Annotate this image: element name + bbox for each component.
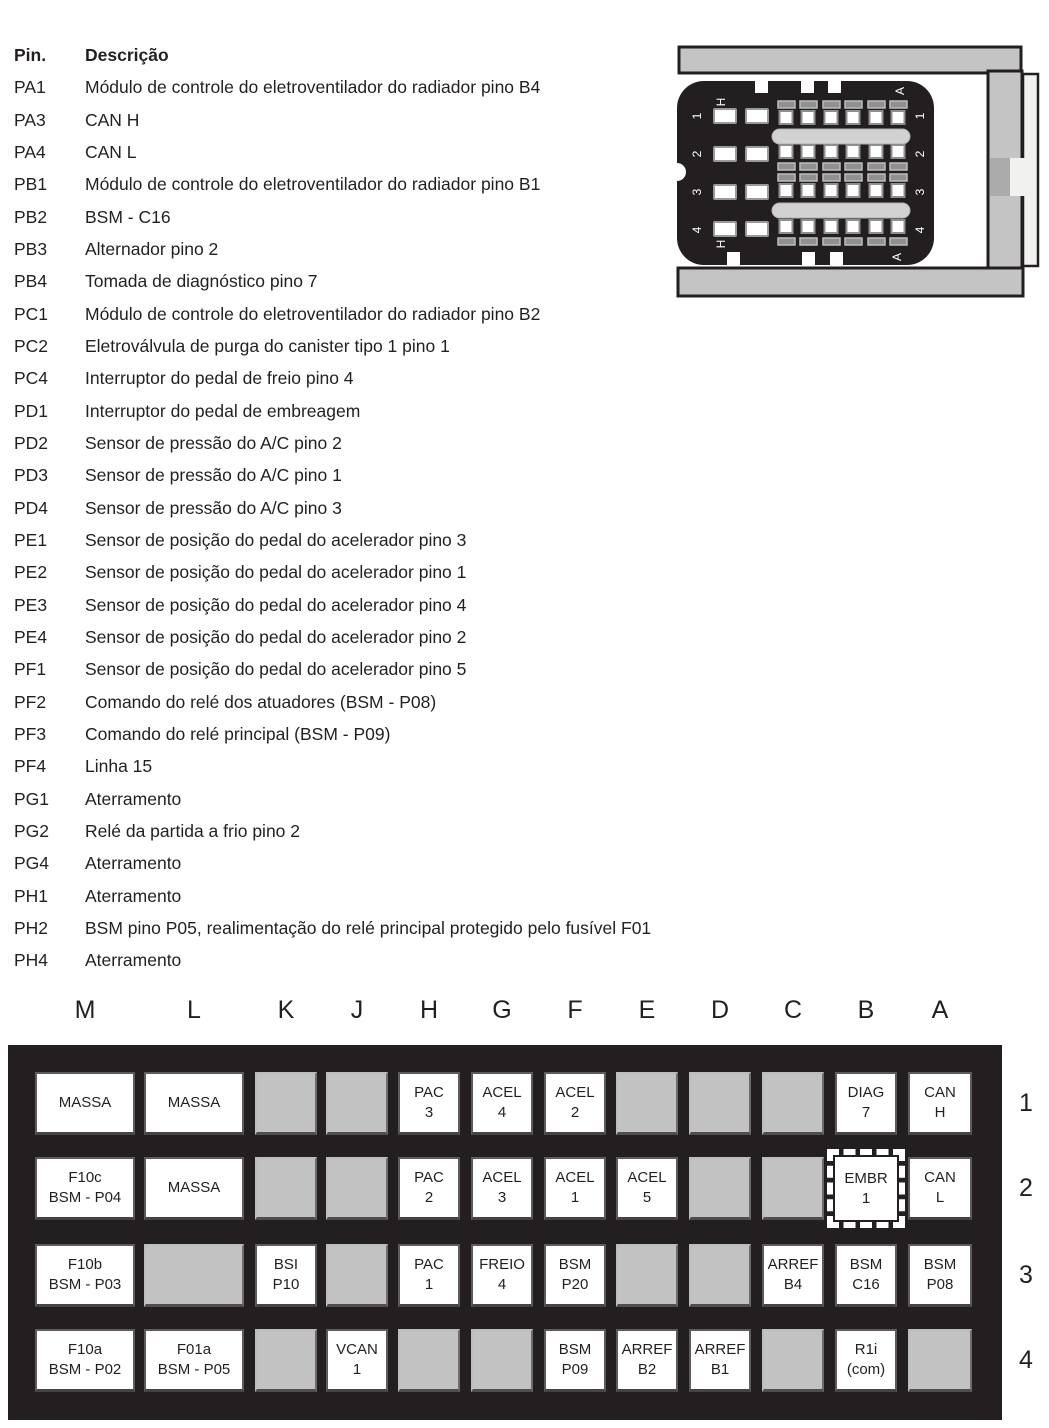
grid-cell-label: MASSA	[167, 1094, 221, 1111]
pin-row-PE2	[14, 556, 664, 588]
grid-cell-label: PAC	[414, 1256, 444, 1273]
pin-code: PE3	[14, 594, 48, 615]
grid-cell-label: BSM	[923, 1256, 957, 1273]
grid-cell-L1	[144, 1072, 244, 1135]
pin-row-PD2	[14, 427, 664, 459]
pin-row-PA1	[14, 71, 664, 103]
grid-column-letter-L: L	[187, 996, 201, 1024]
pin-row-PE1	[14, 524, 664, 556]
grid-cell-label: BSM - P04	[48, 1189, 122, 1206]
grid-cell-label: MASSA	[58, 1094, 112, 1111]
pin-code: PB1	[14, 174, 48, 195]
grid-cell-label: PAC	[414, 1084, 444, 1101]
connector-row-label-left-3: 3	[690, 188, 705, 196]
pin-code: PH2	[14, 918, 49, 939]
grid-cell-label: MASSA	[167, 1179, 221, 1196]
grid-cell-label: B1	[710, 1361, 730, 1378]
pin-row-PC2	[14, 330, 664, 362]
pin-code: PB4	[14, 271, 48, 292]
grid-cell-A4	[908, 1329, 972, 1392]
grid-cell-G2	[471, 1157, 533, 1220]
pin-code: PE2	[14, 562, 48, 583]
pin-row-PB4	[14, 265, 664, 297]
pin-description: CAN L	[85, 142, 137, 163]
grid-cell-J1	[326, 1072, 388, 1135]
pin-description: Sensor de posição do pedal do acelerador pino 4	[85, 594, 467, 615]
connector-col-label-h-bottom: H	[714, 239, 729, 249]
grid-cell-E3	[616, 1244, 678, 1307]
connector-row-label-right-3: 3	[913, 188, 928, 196]
grid-cell-K1	[255, 1072, 317, 1135]
grid-column-letter-H: H	[419, 996, 439, 1024]
grid-cell-C4	[762, 1329, 824, 1392]
grid-cell-B4	[835, 1329, 897, 1392]
grid-cell-label: FREIO	[479, 1256, 525, 1273]
grid-cell-B3	[835, 1244, 897, 1307]
pin-code: PC1	[14, 303, 49, 324]
grid-cell-label: 4	[497, 1104, 507, 1121]
grid-cell-label: BSM - P02	[48, 1361, 122, 1378]
pin-code: PA1	[14, 77, 46, 98]
pin-description: Módulo de controle do eletroventilador do radiador pino B2	[85, 303, 541, 324]
grid-cell-L3	[144, 1244, 244, 1307]
pin-description: Tomada de diagnóstico pino 7	[85, 271, 318, 292]
pin-row-PG1	[14, 783, 664, 815]
grid-cell-label: 2	[570, 1104, 580, 1121]
grid-cell-label: ACEL	[555, 1169, 595, 1186]
grid-cell-label: 7	[861, 1104, 871, 1121]
grid-cell-label: BSM - P03	[48, 1276, 122, 1293]
pin-description: Interruptor do pedal de freio pino 4	[85, 368, 354, 389]
pin-row-PB3	[14, 233, 664, 265]
pin-row-PF1	[14, 653, 664, 685]
grid-cell-M1	[35, 1072, 135, 1135]
grid-cell-label: C16	[852, 1276, 880, 1293]
grid-cell-J2	[326, 1157, 388, 1220]
pin-description: Relé da partida a frio pino 2	[85, 821, 300, 842]
pin-description: Alternador pino 2	[85, 239, 219, 260]
grid-cell-label: B4	[783, 1276, 803, 1293]
grid-cell-F1	[544, 1072, 606, 1135]
grid-cell-G3	[471, 1244, 533, 1307]
grid-row-number-2: 2	[1019, 1174, 1033, 1202]
grid-cell-label: CAN	[924, 1084, 956, 1101]
grid-cell-K3	[255, 1244, 317, 1307]
grid-cell-H1	[398, 1072, 460, 1135]
grid-cell-label: H	[934, 1104, 946, 1121]
grid-column-letter-M: M	[74, 996, 96, 1024]
connector-col-label-a-top: A	[893, 86, 908, 96]
grid-cell-F3	[544, 1244, 606, 1307]
grid-cell-L2	[144, 1157, 244, 1220]
pin-row-PH4	[14, 944, 664, 976]
pin-code: PH4	[14, 950, 49, 971]
connector-row-label-right-4: 4	[913, 226, 928, 234]
grid-cell-label: L	[935, 1189, 945, 1206]
pin-row-PD4	[14, 492, 664, 524]
grid-column-letter-C: C	[783, 996, 803, 1024]
pin-row-PF4	[14, 750, 664, 782]
grid-cell-label: F10c	[68, 1169, 102, 1186]
grid-cell-E1	[616, 1072, 678, 1135]
connector-row-label-left-2: 2	[690, 150, 705, 158]
pin-description: Módulo de controle do eletroventilador do radiador pino B1	[85, 174, 541, 195]
connector-keyway-light	[1010, 158, 1026, 196]
grid-cell-label: BSM	[558, 1256, 592, 1273]
pin-row-PG4	[14, 847, 664, 879]
pin-code: PD3	[14, 465, 49, 486]
pin-row-PC4	[14, 362, 664, 394]
grid-cell-label: P08	[926, 1276, 954, 1293]
pin-row-PE4	[14, 621, 664, 653]
grid-cell-label: R1i	[854, 1341, 878, 1358]
pin-description: Sensor de posição do pedal do acelerador pino 2	[85, 627, 467, 648]
grid-cell-label: EMBR	[844, 1169, 888, 1187]
pin-description: Sensor de posição do pedal do acelerador pino 3	[85, 530, 467, 551]
grid-cell-label: 3	[424, 1104, 434, 1121]
grid-cell-D4	[689, 1329, 751, 1392]
grid-cell-G1	[471, 1072, 533, 1135]
pin-table-header	[14, 39, 664, 71]
grid-cell-D3	[689, 1244, 751, 1307]
pin-code: PC4	[14, 368, 49, 389]
pin-row-PE3	[14, 589, 664, 621]
grid-cell-M2	[35, 1157, 135, 1220]
pin-code: PA3	[14, 109, 46, 130]
grid-cell-D2	[689, 1157, 751, 1220]
grid-column-letter-K: K	[277, 996, 295, 1024]
pin-description: Módulo de controle do eletroventilador do radiador pino B4	[85, 77, 541, 98]
pin-code: PB2	[14, 206, 48, 227]
grid-cell-label: ACEL	[555, 1084, 595, 1101]
pin-code: PD2	[14, 433, 49, 454]
pin-code: PE4	[14, 627, 48, 648]
grid-cell-label: VCAN	[336, 1341, 378, 1358]
pin-rows	[14, 71, 664, 976]
connector-diagram	[660, 40, 1044, 304]
grid-cell-A3	[908, 1244, 972, 1307]
grid-cell-label: 3	[497, 1189, 507, 1206]
pin-description: BSM pino P05, realimentação do relé principal protegido pelo fusível F01	[85, 918, 652, 939]
grid-cell-label: ARREF	[694, 1341, 746, 1358]
grid-cell-label: ARREF	[621, 1341, 673, 1358]
grid-cell-K4	[255, 1329, 317, 1392]
grid-cell-label: ACEL	[482, 1169, 522, 1186]
pin-code: PF3	[14, 724, 47, 745]
grid-cell-label: 1	[424, 1276, 434, 1293]
pin-column-header: Pin.	[14, 45, 47, 66]
pin-row-PH2	[14, 912, 664, 944]
grid-cell-K2	[255, 1157, 317, 1220]
grid-cell-J3	[326, 1244, 388, 1307]
grid-row-number-1: 1	[1019, 1089, 1033, 1117]
grid-column-letter-B: B	[857, 996, 875, 1024]
grid-cell-C2	[762, 1157, 824, 1220]
connector-row-label-right-2: 2	[913, 150, 928, 158]
pin-description: Aterramento	[85, 788, 182, 809]
grid-cell-label: PAC	[414, 1169, 444, 1186]
pin-code: PG4	[14, 853, 50, 874]
grid-cell-label: P10	[272, 1276, 300, 1293]
grid-cell-label: ACEL	[627, 1169, 667, 1186]
pin-description: BSM - C16	[85, 206, 171, 227]
pin-description: Aterramento	[85, 885, 182, 906]
pin-code: PC2	[14, 336, 49, 357]
pin-row-PD3	[14, 459, 664, 491]
grid-cell-label: F10b	[67, 1256, 103, 1273]
grid-cell-label: BSI	[273, 1256, 299, 1273]
pin-row-PA3	[14, 104, 664, 136]
grid-column-letter-G: G	[492, 996, 512, 1024]
grid-cell-label: 4	[497, 1276, 507, 1293]
grid-cell-M3	[35, 1244, 135, 1307]
grid-cell-H3	[398, 1244, 460, 1307]
pin-description: Sensor de posição do pedal do acelerador pino 1	[85, 562, 467, 583]
grid-cell-B1	[835, 1072, 897, 1135]
pin-code: PD4	[14, 497, 49, 518]
grid-cell-label: P20	[561, 1276, 589, 1293]
grid-cell-label: CAN	[924, 1169, 956, 1186]
pin-row-PH1	[14, 880, 664, 912]
pin-row-PB2	[14, 201, 664, 233]
grid-cell-A2	[908, 1157, 972, 1220]
grid-cell-F4	[544, 1329, 606, 1392]
grid-cell-M4	[35, 1329, 135, 1392]
grid-cell-label: DIAG	[847, 1084, 885, 1101]
pin-code: PA4	[14, 142, 46, 163]
grid-cell-G4	[471, 1329, 533, 1392]
grid-cell-E4	[616, 1329, 678, 1392]
pin-code: PF2	[14, 691, 47, 712]
grid-cell-A1	[908, 1072, 972, 1135]
grid-cell-B2	[835, 1157, 897, 1220]
connector-row-label-right-1: 1	[913, 112, 928, 120]
pin-description: Eletroválvula de purga do canister tipo 1 pino 1	[85, 336, 450, 357]
pin-row-PD1	[14, 395, 664, 427]
pin-row-PF3	[14, 718, 664, 750]
grid-cell-label: BSM	[558, 1341, 592, 1358]
pin-code: PF1	[14, 659, 47, 680]
pin-code: PD1	[14, 400, 49, 421]
grid-cell-label: 1	[861, 1189, 871, 1207]
pin-code: PH1	[14, 885, 49, 906]
pin-row-PB1	[14, 168, 664, 200]
description-column-header: Descrição	[85, 45, 169, 66]
grid-cell-label: B2	[637, 1361, 657, 1378]
grid-cell-H4	[398, 1329, 460, 1392]
grid-cell-label: 1	[352, 1361, 362, 1378]
grid-cell-H2	[398, 1157, 460, 1220]
pin-description: Aterramento	[85, 950, 182, 971]
grid-column-letter-F: F	[567, 996, 583, 1024]
pin-code: PB3	[14, 239, 48, 260]
grid-cell-label: ARREF	[767, 1256, 819, 1273]
grid-cell-C1	[762, 1072, 824, 1135]
pin-row-PA4	[14, 136, 664, 168]
grid-row-number-4: 4	[1019, 1346, 1033, 1374]
pin-description: Comando do relé principal (BSM - P09)	[85, 724, 391, 745]
grid-cell-F2	[544, 1157, 606, 1220]
grid-cell-label: 1	[570, 1189, 580, 1206]
pin-description-table	[14, 39, 664, 977]
grid-column-letter-D: D	[710, 996, 730, 1024]
pin-row-PC1	[14, 298, 664, 330]
grid-cell-label: (com)	[846, 1361, 886, 1378]
grid-cell-label: BSM	[849, 1256, 883, 1273]
connector-left-notch	[668, 163, 686, 181]
connector-col-label-h-top: H	[714, 97, 729, 107]
pin-description: Aterramento	[85, 853, 182, 874]
pin-description: Sensor de pressão do A/C pino 3	[85, 497, 342, 518]
connector-keyway-gray	[990, 158, 1010, 196]
pin-code: PF4	[14, 756, 47, 777]
grid-cell-label: F10a	[67, 1341, 103, 1358]
pin-description: Sensor de posição do pedal do acelerador pino 5	[85, 659, 467, 680]
pin-description: Sensor de pressão do A/C pino 1	[85, 465, 342, 486]
grid-cell-L4	[144, 1329, 244, 1392]
grid-cell-label: ACEL	[482, 1084, 522, 1101]
pin-code: PG2	[14, 821, 50, 842]
grid-cell-label: F01a	[176, 1341, 212, 1358]
pin-description: Comando do relé dos atuadores (BSM - P08)	[85, 691, 437, 712]
grid-row-number-3: 3	[1019, 1261, 1033, 1289]
grid-cell-J4	[326, 1329, 388, 1392]
pin-code: PG1	[14, 788, 50, 809]
pin-code: PE1	[14, 530, 48, 551]
grid-column-letter-A: A	[931, 996, 949, 1024]
connector-row-label-left-4: 4	[690, 226, 705, 234]
grid-column-letter-J: J	[350, 996, 364, 1024]
grid-cell-label: BSM - P05	[157, 1361, 231, 1378]
pin-row-PF2	[14, 686, 664, 718]
grid-cell-label: P09	[561, 1361, 589, 1378]
grid-column-letter-E: E	[638, 996, 656, 1024]
grid-cell-label: 5	[642, 1189, 652, 1206]
pin-description: Sensor de pressão do A/C pino 2	[85, 433, 342, 454]
grid-cell-D1	[689, 1072, 751, 1135]
connector-row-label-left-1: 1	[690, 112, 705, 120]
grid-cell-E2	[616, 1157, 678, 1220]
pin-description: CAN H	[85, 109, 140, 130]
connector-col-label-a-bottom: A	[890, 252, 905, 262]
grid-cell-label: 2	[424, 1189, 434, 1206]
pin-description: Linha 15	[85, 756, 153, 777]
pin-description: Interruptor do pedal de embreagem	[85, 400, 361, 421]
grid-cell-C3	[762, 1244, 824, 1307]
pin-row-PG2	[14, 815, 664, 847]
